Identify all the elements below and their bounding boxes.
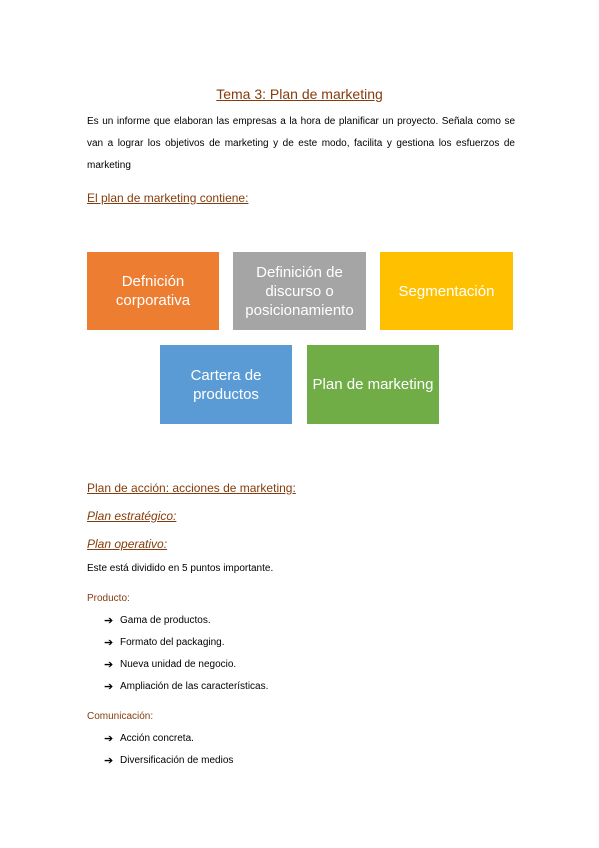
contains-heading: El plan de marketing contiene: [87,191,249,205]
box-definicion-corporativa: Defnición corporativa [87,252,219,330]
operative-text: Este está dividido en 5 puntos importante. [87,563,274,574]
intro-paragraph: Es un informe que elaboran las empresas a la hora de planificar un proyecto. Señala como se van a lograr los objetivos de marketing y de este modo, facilita y gestiona los esfuerzos de marketing [87,116,515,171]
list-item [104,614,211,627]
list-item-label: Diversificación de medios [120,755,234,766]
box-plan-marketing: Plan de marketing [307,345,439,424]
list-item-label: Acción concreta. [120,733,194,744]
list-item-label: Nueva unidad de negocio. [120,659,237,670]
page-title: Tema 3: Plan de marketing [216,86,383,102]
box-cartera-productos: Cartera de productos [160,345,292,424]
list-item [104,732,194,745]
list-item [104,636,225,649]
comunicacion-heading: Comunicación: [87,711,154,722]
arrow-right-icon: ➔ [104,755,114,767]
arrow-right-icon: ➔ [104,615,114,627]
operative-heading: Plan operativo: [87,537,168,551]
strategic-heading: Plan estratégico: [87,509,177,523]
arrow-right-icon: ➔ [104,681,114,693]
list-item-label: Formato del packaging. [120,637,225,648]
action-heading: Plan de acción: acciones de marketing: [87,481,296,495]
box-discurso-posicionamiento: Definición de discurso o posicionamiento [233,252,366,330]
list-item-label: Gama de productos. [120,615,211,626]
list-item-label: Ampliación de las características. [120,681,269,692]
arrow-right-icon: ➔ [104,637,114,649]
box-segmentacion: Segmentación [380,252,513,330]
list-item [104,754,233,767]
list-item [104,680,268,693]
producto-heading: Producto: [87,593,130,604]
arrow-right-icon: ➔ [104,659,114,671]
list-item [104,658,236,671]
arrow-right-icon: ➔ [104,733,114,745]
